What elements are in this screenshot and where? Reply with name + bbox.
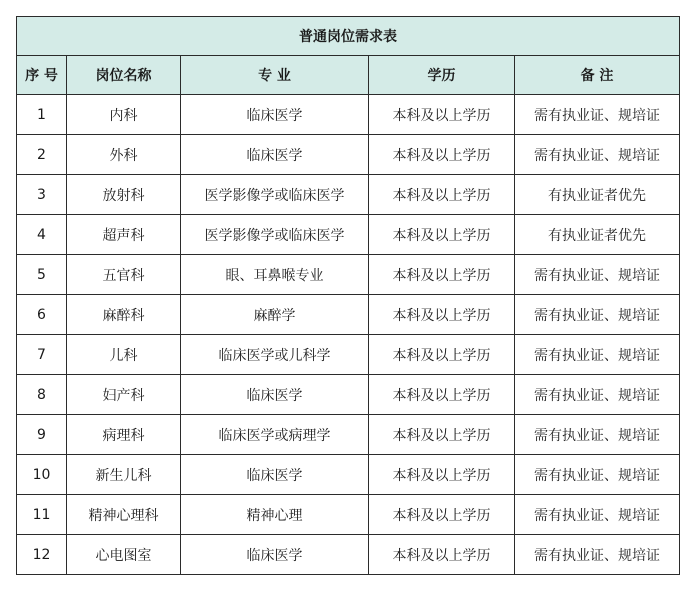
cell-note: 有执业证者优先 (515, 215, 680, 255)
cell-major: 临床医学 (181, 375, 369, 415)
cell-number: 4 (17, 215, 67, 255)
table-body (17, 95, 680, 575)
cell-position: 内科 (67, 95, 181, 135)
cell-number: 9 (17, 415, 67, 455)
cell-education: 本科及以上学历 (369, 495, 515, 535)
header-education: 学历 (369, 56, 515, 95)
table-title-row (17, 17, 680, 56)
cell-education: 本科及以上学历 (369, 215, 515, 255)
cell-major: 医学影像学或临床医学 (181, 215, 369, 255)
cell-number: 7 (17, 335, 67, 375)
cell-note: 需有执业证、规培证 (515, 295, 680, 335)
cell-number: 1 (17, 95, 67, 135)
cell-education: 本科及以上学历 (369, 455, 515, 495)
table-row (17, 255, 680, 295)
table-row (17, 495, 680, 535)
header-note: 备 注 (515, 56, 680, 95)
cell-position: 病理科 (67, 415, 181, 455)
table-row (17, 175, 680, 215)
cell-number: 2 (17, 135, 67, 175)
cell-note: 需有执业证、规培证 (515, 375, 680, 415)
header-number: 序 号 (17, 56, 67, 95)
table-row (17, 335, 680, 375)
cell-position: 外科 (67, 135, 181, 175)
cell-position: 超声科 (67, 215, 181, 255)
header-major: 专 业 (181, 56, 369, 95)
cell-major: 眼、耳鼻喉专业 (181, 255, 369, 295)
cell-position: 儿科 (67, 335, 181, 375)
cell-major: 临床医学 (181, 535, 369, 575)
cell-number: 8 (17, 375, 67, 415)
table-row (17, 455, 680, 495)
cell-major: 医学影像学或临床医学 (181, 175, 369, 215)
cell-position: 五官科 (67, 255, 181, 295)
cell-education: 本科及以上学历 (369, 135, 515, 175)
cell-note: 需有执业证、规培证 (515, 495, 680, 535)
cell-position: 放射科 (67, 175, 181, 215)
table-row (17, 535, 680, 575)
cell-major: 精神心理 (181, 495, 369, 535)
cell-number: 6 (17, 295, 67, 335)
cell-number: 10 (17, 455, 67, 495)
table-title: 普通岗位需求表 (17, 17, 680, 56)
cell-position: 新生儿科 (67, 455, 181, 495)
cell-education: 本科及以上学历 (369, 335, 515, 375)
cell-note: 需有执业证、规培证 (515, 415, 680, 455)
cell-note: 需有执业证、规培证 (515, 135, 680, 175)
cell-note: 需有执业证、规培证 (515, 455, 680, 495)
cell-major: 临床医学 (181, 95, 369, 135)
header-position: 岗位名称 (67, 56, 181, 95)
cell-note: 有执业证者优先 (515, 175, 680, 215)
cell-education: 本科及以上学历 (369, 255, 515, 295)
cell-position: 麻醉科 (67, 295, 181, 335)
cell-education: 本科及以上学历 (369, 375, 515, 415)
cell-note: 需有执业证、规培证 (515, 535, 680, 575)
cell-education: 本科及以上学历 (369, 535, 515, 575)
cell-position: 精神心理科 (67, 495, 181, 535)
cell-note: 需有执业证、规培证 (515, 95, 680, 135)
cell-major: 临床医学 (181, 455, 369, 495)
cell-number: 11 (17, 495, 67, 535)
cell-major: 临床医学或儿科学 (181, 335, 369, 375)
cell-major: 麻醉学 (181, 295, 369, 335)
cell-note: 需有执业证、规培证 (515, 255, 680, 295)
cell-major: 临床医学 (181, 135, 369, 175)
cell-education: 本科及以上学历 (369, 95, 515, 135)
table-row (17, 295, 680, 335)
cell-major: 临床医学或病理学 (181, 415, 369, 455)
cell-position: 妇产科 (67, 375, 181, 415)
cell-number: 3 (17, 175, 67, 215)
cell-number: 5 (17, 255, 67, 295)
table-header-row (17, 56, 680, 95)
cell-note: 需有执业证、规培证 (515, 335, 680, 375)
job-requirements-table (16, 16, 680, 575)
cell-position: 心电图室 (67, 535, 181, 575)
cell-education: 本科及以上学历 (369, 295, 515, 335)
table-row (17, 375, 680, 415)
table-row (17, 215, 680, 255)
cell-education: 本科及以上学历 (369, 415, 515, 455)
cell-education: 本科及以上学历 (369, 175, 515, 215)
cell-number: 12 (17, 535, 67, 575)
table-row (17, 95, 680, 135)
table-row (17, 415, 680, 455)
table-row (17, 135, 680, 175)
